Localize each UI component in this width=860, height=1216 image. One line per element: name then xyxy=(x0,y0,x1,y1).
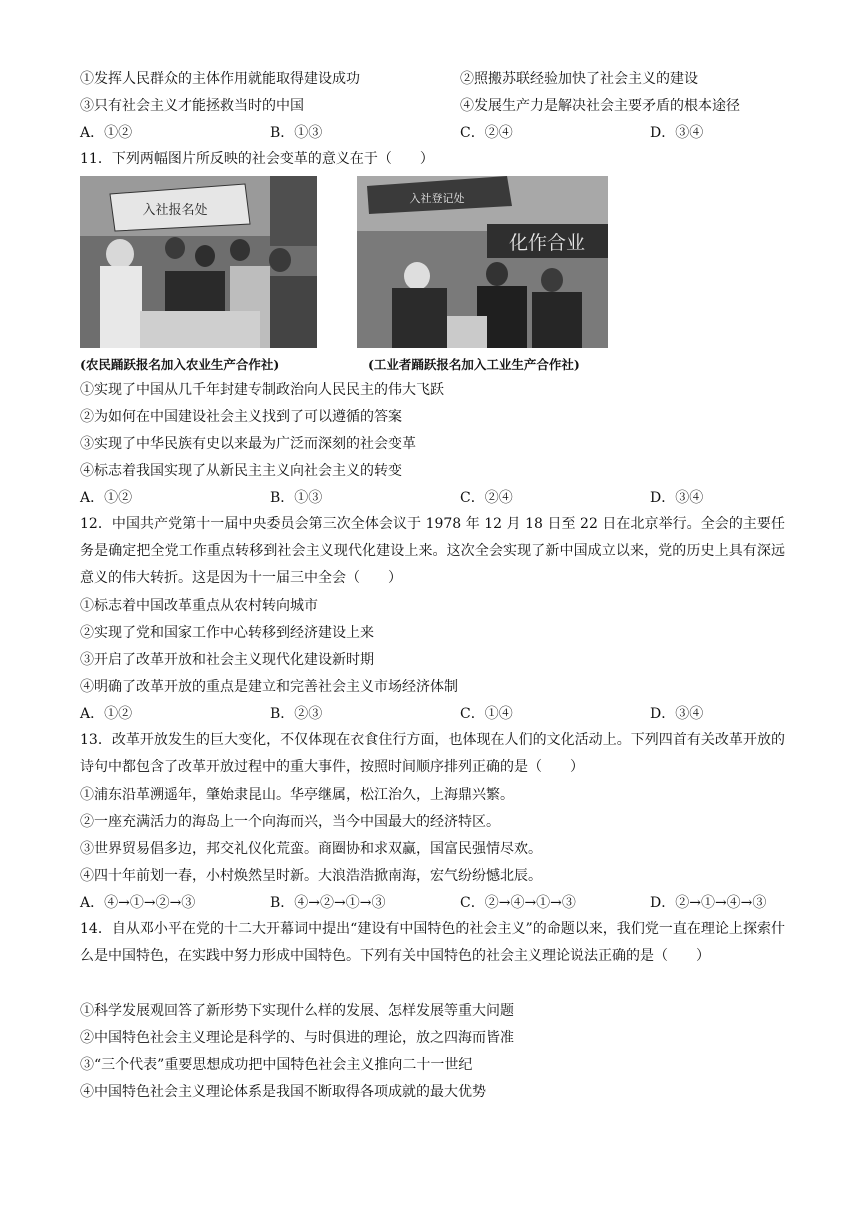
q10-choices xyxy=(80,123,800,143)
q13-choice-d: D．②→①→④→③ xyxy=(650,895,767,911)
q10-options-row-1 xyxy=(80,69,800,89)
q10-options-row-2 xyxy=(80,96,800,116)
farmers-photo-illustration xyxy=(80,176,317,348)
q10-choice-c: C．②④ xyxy=(460,125,513,141)
q12-choices xyxy=(80,704,800,724)
q11-choices xyxy=(80,488,800,508)
q12-choice-b: B．②③ xyxy=(270,706,323,722)
q11-option-4: ④标志着我国实现了从新民主主义向社会主义的转变 xyxy=(80,463,402,479)
q13-choice-b: B．④→②→①→③ xyxy=(270,895,386,911)
q11-photo-farmers-caption: (农民踊跃报名加入农业生产合作社) xyxy=(80,357,280,372)
q10-option-4: ④发展生产力是解决社会主要矛盾的根本途径 xyxy=(460,98,740,114)
q11-photo-farmers xyxy=(80,176,317,348)
q12-choice-c: C．①④ xyxy=(460,706,513,722)
q13-stem: 13．改革开放发生的巨大变化，不仅体现在衣食住行方面，也体现在人们的文化活动上。下列四首有关改革开放的诗句中都包含了改革开放过程中的重大事件，按照时间顺序排列正确的是（ ） xyxy=(80,732,785,775)
q14-option-2: ②中国特色社会主义理论是科学的、与时俱进的理论，放之四海而皆准 xyxy=(80,1030,514,1046)
q14-option-1: ①科学发展观回答了新形势下实现什么样的发展、怎样发展等重大问题 xyxy=(80,1003,514,1019)
q12-option-4: ④明确了改革开放的重点是建立和完善社会主义市场经济体制 xyxy=(80,679,458,695)
q12-option-3: ③开启了改革开放和社会主义现代化建设新时期 xyxy=(80,652,374,668)
q11-choice-b: B．①③ xyxy=(270,490,323,506)
q12-choice-d: D．③④ xyxy=(650,706,704,722)
q10-option-3: ③只有社会主义才能拯救当时的中国 xyxy=(80,98,304,114)
q14-stem: 14．自从邓小平在党的十二大开幕词中提出“建设有中国特色的社会主义”的命题以来，我们党一直在理论上探索什么是中国特色，在实践中努力形成中国特色。下列有关中国特色的社会主义理论说法正确的是（ ） xyxy=(80,921,785,964)
q13-choice-a: A．④→①→②→③ xyxy=(80,895,196,911)
q12-option-2: ②实现了党和国家工作中心转移到经济建设上来 xyxy=(80,625,374,641)
q11-option-1: ①实现了中国从几千年封建专制政治向人民民主的伟大飞跃 xyxy=(80,382,444,398)
q13-option-2: ②一座充满活力的海岛上一个向海而兴，当今中国最大的经济特区。 xyxy=(80,814,500,830)
workers-photo-illustration xyxy=(357,176,608,348)
q14-option-3: ③“三个代表”重要思想成功把中国特色社会主义推向二十一世纪 xyxy=(80,1057,473,1073)
q13-option-1: ①浦东沿革溯遥年，肇始隶昆山。华亭继属，松江治久，上海鼎兴繁。 xyxy=(80,787,514,803)
q11-option-2: ②为如何在中国建设社会主义找到了可以遵循的答案 xyxy=(80,409,402,425)
q11-choice-d: D．③④ xyxy=(650,490,704,506)
q10-option-2: ②照搬苏联经验加快了社会主义的建设 xyxy=(460,71,698,87)
q14-option-4: ④中国特色社会主义理论体系是我国不断取得各项成就的最大优势 xyxy=(80,1084,486,1100)
q11-option-3: ③实现了中华民族有史以来最为广泛而深刻的社会变革 xyxy=(80,436,416,452)
q12-choice-a: A．①② xyxy=(80,706,133,722)
q10-choice-b: B．①③ xyxy=(270,125,323,141)
q10-option-1: ①发挥人民群众的主体作用就能取得建设成功 xyxy=(80,71,360,87)
q12-option-1: ①标志着中国改革重点从农村转向城市 xyxy=(80,598,318,614)
farmers-sign-text: 入社报名处 xyxy=(142,203,208,218)
q13-choice-c: C．②→④→①→③ xyxy=(460,895,576,911)
q11-choice-a: A．①② xyxy=(80,490,133,506)
q11-photo-workers xyxy=(357,176,608,348)
q12-stem: 12．中国共产党第十一届中央委员会第三次全体会议于 1978 年 12 月 18 日至 22 日在北京举行。全会的主要任务是确定把全党工作重点转移到社会主义现代化建设上来。这次全会实现了新中国成立以来，党的历史上具有深远意义的伟大转折。这是因为十一届三中全会（ ） xyxy=(80,516,785,586)
q13-option-3: ③世界贸易倡多边，邦交礼仪化荒蛮。商圈协和求双赢，国富民强情尽欢。 xyxy=(80,841,542,857)
q11-photo-workers-caption: (工业者踊跃报名加入工业生产合作社) xyxy=(368,357,580,372)
q11-stem: 11．下列两幅图片所反映的社会变革的意义在于（ ） xyxy=(80,151,434,167)
workers-sign-text: 入社登记处 xyxy=(409,192,465,205)
q13-option-4: ④四十年前划一春，小村焕然呈时新。大浪浩浩掀南海，宏气纷纷憾北辰。 xyxy=(80,868,542,884)
q11-choice-c: C．②④ xyxy=(460,490,513,506)
q13-choices xyxy=(80,893,800,913)
q10-choice-a: A．①② xyxy=(80,125,133,141)
q10-choice-d: D．③④ xyxy=(650,125,704,141)
workers-banner-text: 化作合业 xyxy=(508,232,586,254)
